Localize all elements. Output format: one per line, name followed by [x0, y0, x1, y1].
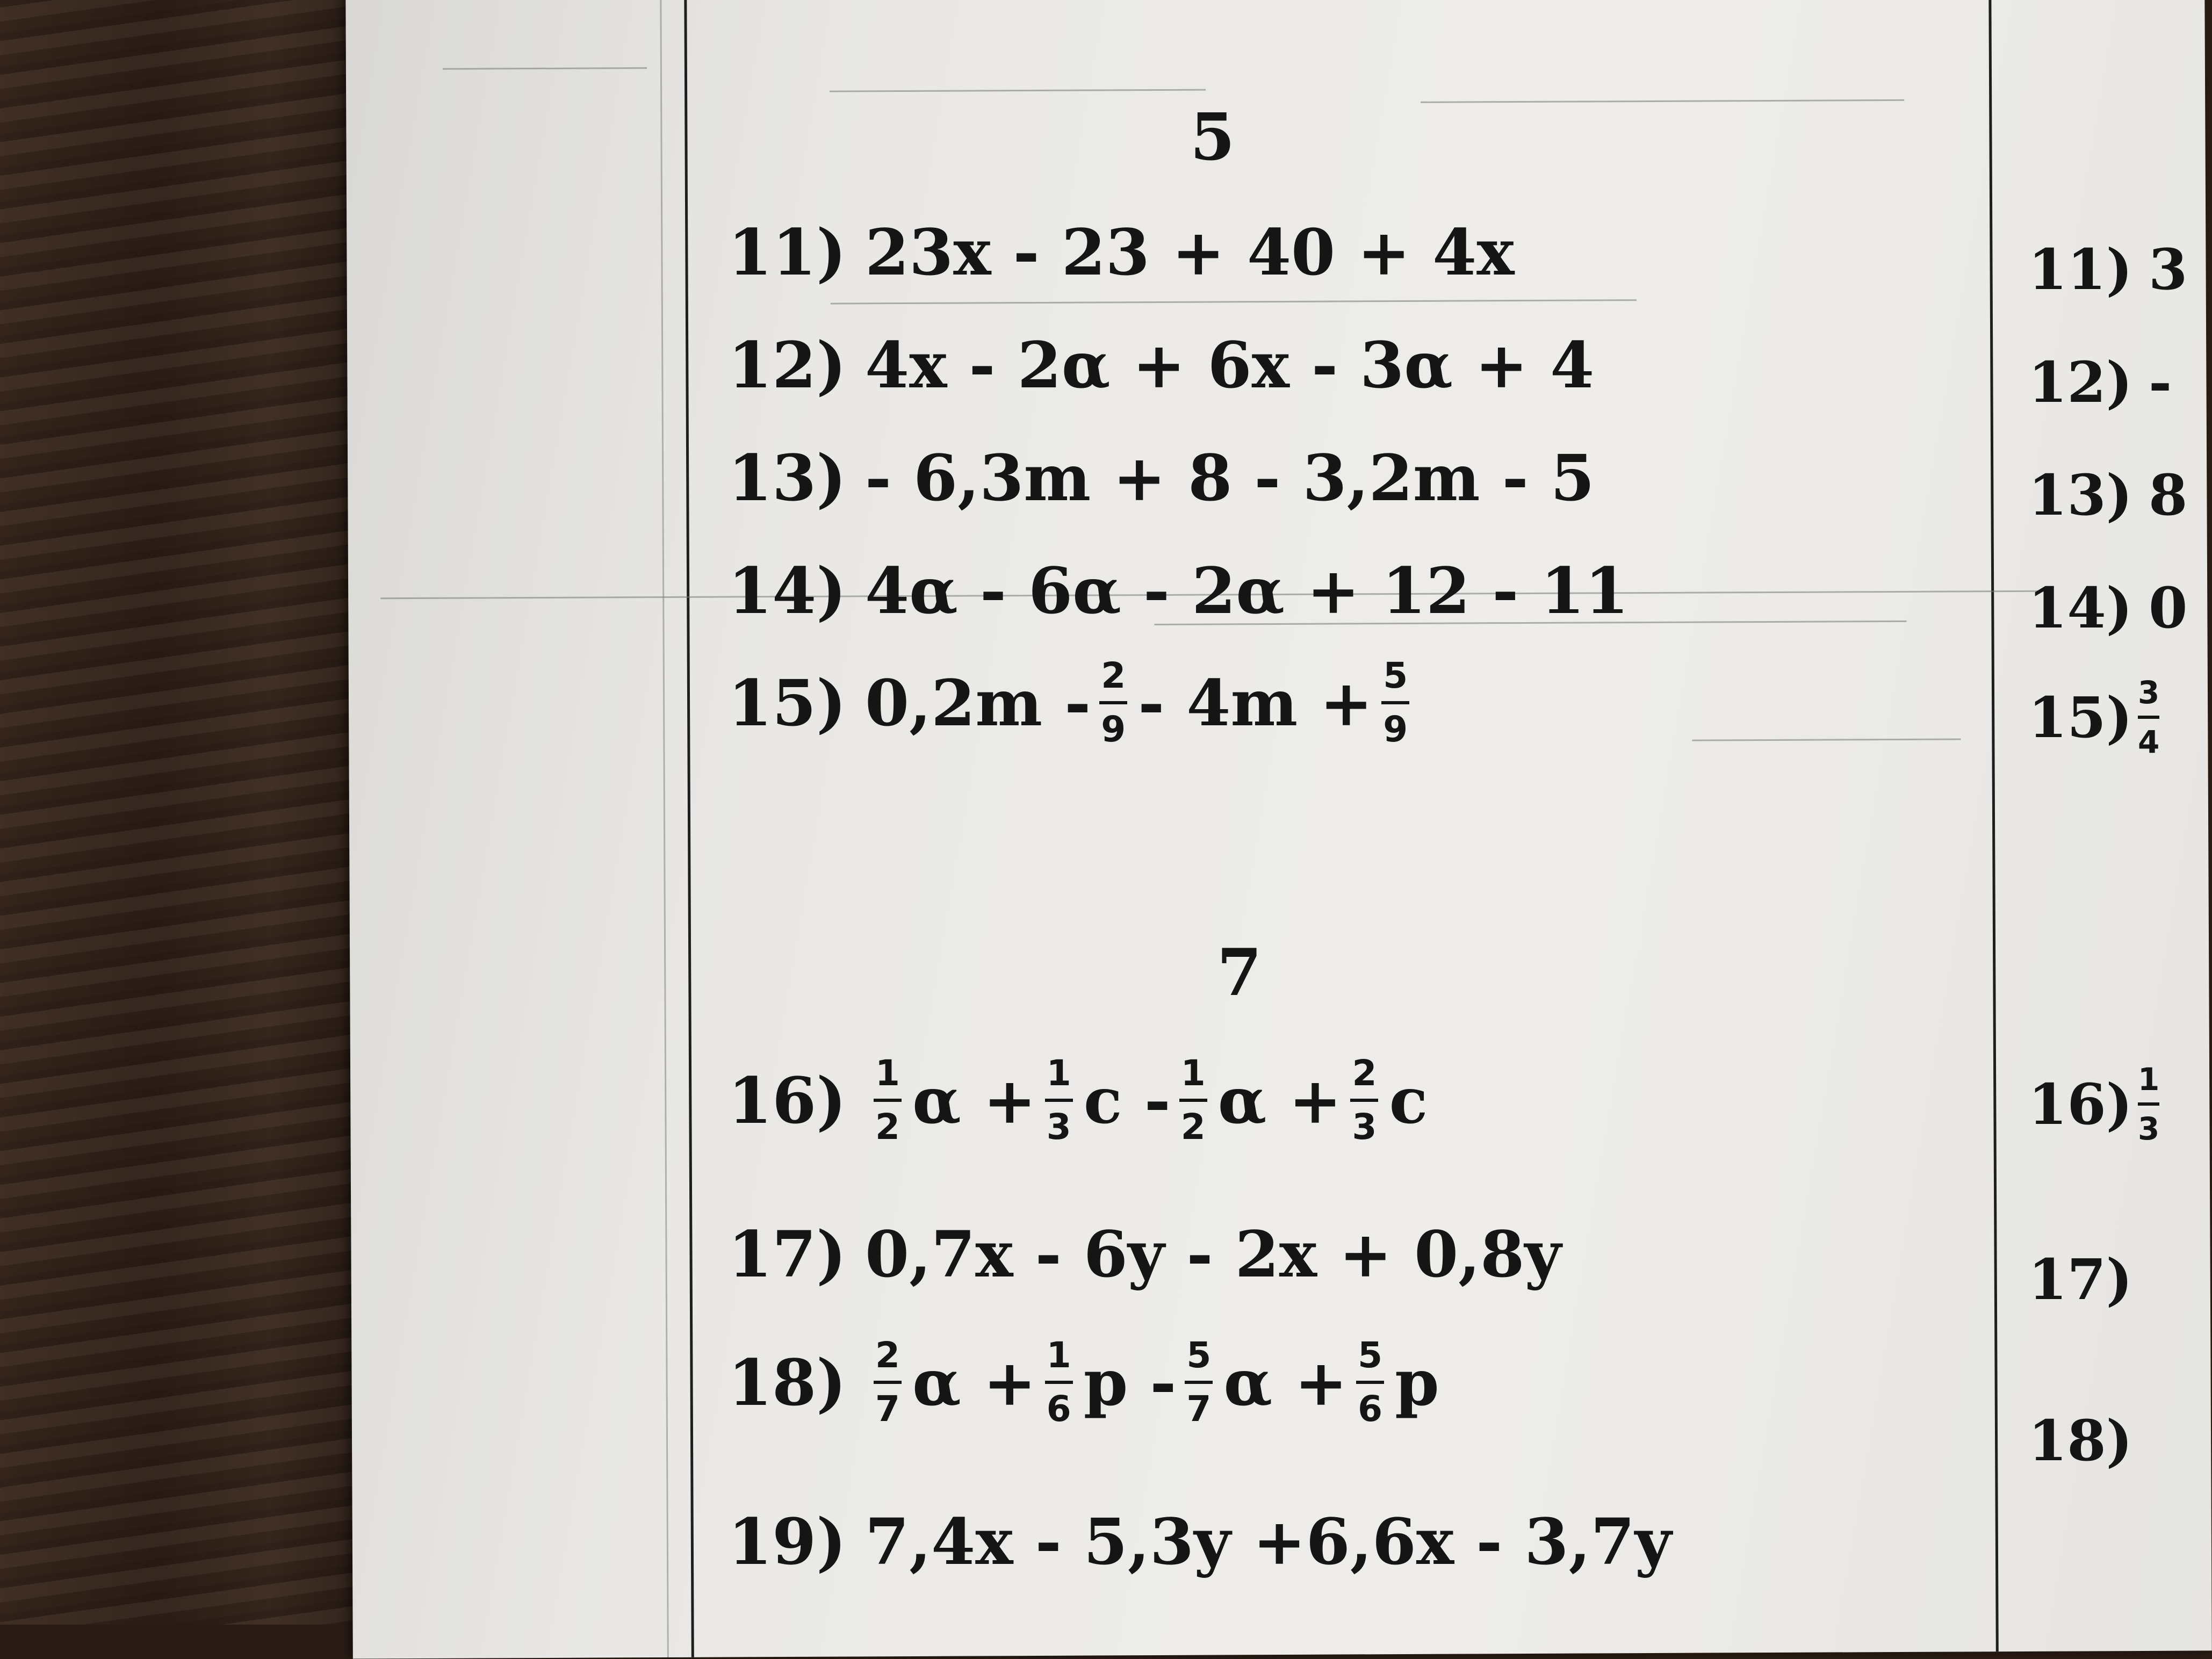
problem-expression [865, 215, 1515, 290]
problem-number: 11) [728, 215, 847, 290]
fraction-denominator: 6 [1046, 1388, 1071, 1430]
fraction [2137, 1061, 2160, 1147]
problem-number: 16) [2028, 1071, 2132, 1137]
fraction [1356, 1335, 1384, 1430]
fraction-bar [1179, 1099, 1207, 1102]
fraction-denominator: 4 [2137, 724, 2160, 760]
problem-expression [865, 655, 1418, 750]
problem-number: 13) [2028, 462, 2132, 528]
problem-row [728, 1052, 1428, 1148]
problem-row [728, 441, 1595, 515]
fraction [874, 1335, 902, 1430]
expression-term: α + [1217, 1063, 1342, 1138]
fraction-bar [1381, 701, 1409, 704]
problem-number: 13) [728, 441, 847, 515]
fraction-numerator: 2 [1101, 655, 1126, 696]
wooden-table [0, 0, 387, 1625]
fraction-denominator: 7 [875, 1388, 900, 1430]
right-column-row [2028, 236, 2187, 302]
print-noise-line [1421, 99, 1904, 103]
expression-term: - 4m + [1138, 665, 1373, 740]
right-column-row [2028, 1246, 2132, 1312]
right-column-row [2028, 462, 2187, 528]
fraction-numerator: 2 [875, 1335, 900, 1376]
print-noise-line [1692, 738, 1961, 741]
right-column-row [2028, 349, 2172, 415]
fraction-denominator: 9 [1383, 709, 1408, 750]
problem-expression [865, 441, 1595, 515]
section-heading-5: 5 [1190, 99, 1235, 175]
print-noise-line [831, 299, 1637, 305]
fraction [1381, 655, 1409, 750]
fraction-numerator: 5 [1383, 655, 1408, 696]
right-column-row [2028, 674, 2168, 760]
problem-row [728, 1217, 1561, 1292]
problem-number: 16) [728, 1063, 847, 1138]
fraction [1350, 1052, 1378, 1148]
expression-term: p [1395, 1345, 1439, 1420]
problem-expression [865, 1052, 1428, 1148]
expression-term: 23x - 23 + 40 + 4x [865, 215, 1515, 290]
column-divider-left [684, 0, 694, 1657]
expression-term: 8 [2148, 462, 2188, 528]
right-column-row [2028, 1061, 2168, 1147]
print-noise-line [443, 67, 647, 70]
problem-row [728, 1504, 1671, 1579]
fraction-denominator: 3 [1352, 1106, 1377, 1148]
fraction [874, 1052, 902, 1148]
expression-term: α + [912, 1345, 1036, 1420]
expression-term: - [2148, 349, 2172, 415]
problem-expression [865, 1335, 1439, 1430]
expression-term: 4α - 6α - 2α + 12 - 11 [865, 553, 1629, 628]
fraction [1179, 1052, 1207, 1148]
expression-term: - 6,3m + 8 - 3,2m - 5 [865, 441, 1595, 515]
fraction [1099, 655, 1127, 750]
problem-row [728, 1335, 1439, 1430]
fraction-bar [2138, 1102, 2159, 1106]
fraction-bar [2138, 716, 2159, 719]
fraction-numerator: 5 [1186, 1335, 1212, 1376]
problem-number: 18) [2028, 1408, 2132, 1474]
fraction-numerator: 1 [1046, 1335, 1071, 1376]
expression-term: p - [1083, 1345, 1177, 1420]
expression-term: 0,7x - 6y - 2x + 0,8y [865, 1217, 1561, 1292]
fraction-bar [1045, 1099, 1073, 1102]
fraction-denominator: 2 [875, 1106, 900, 1148]
fraction-bar [1356, 1381, 1384, 1384]
fraction [2137, 674, 2160, 760]
fraction-denominator: 6 [1358, 1388, 1383, 1430]
problem-number: 12) [728, 328, 847, 402]
problem-row [728, 215, 1515, 290]
fraction-numerator: 1 [2137, 1061, 2160, 1098]
problem-row [728, 328, 1594, 402]
problem-number: 12) [2028, 349, 2132, 415]
fraction-denominator: 7 [1186, 1388, 1212, 1430]
fraction-numerator: 1 [1046, 1052, 1071, 1094]
right-column-row [2028, 575, 2187, 641]
expression-term: α + [1223, 1345, 1348, 1420]
expression-term: 3 [2148, 236, 2188, 302]
fraction [1045, 1052, 1073, 1148]
fraction-denominator: 2 [1180, 1106, 1206, 1148]
fraction-bar [874, 1381, 902, 1384]
fraction-bar [874, 1099, 902, 1102]
fraction-denominator: 3 [1046, 1106, 1071, 1148]
print-noise-line [830, 89, 1206, 92]
expression-term: 0 [2148, 575, 2188, 641]
problem-number: 11) [2028, 236, 2132, 302]
problem-row [728, 655, 1418, 750]
fraction-bar [1350, 1099, 1378, 1102]
expression-term: α + [912, 1063, 1036, 1138]
problem-number: 17) [2028, 1246, 2132, 1312]
fraction-numerator: 3 [2137, 674, 2160, 711]
fraction [1185, 1335, 1213, 1430]
problem-number: 18) [728, 1345, 847, 1420]
expression-term: 4x - 2α + 6x - 3α + 4 [865, 328, 1595, 402]
fraction-denominator: 3 [2137, 1110, 2160, 1147]
fraction-numerator: 5 [1358, 1335, 1383, 1376]
expression-term: 0,2m - [865, 665, 1091, 740]
problem-expression [865, 1504, 1671, 1579]
expression-term: 7,4x - 5,3y +6,6x - 3,7y [865, 1504, 1672, 1579]
problem-number: 15) [2028, 684, 2132, 751]
fraction-numerator: 1 [1180, 1052, 1206, 1094]
problem-number: 19) [728, 1504, 847, 1579]
section-heading-7: 7 [1217, 935, 1262, 1011]
expression-term: c - [1083, 1063, 1171, 1138]
problem-number: 14) [728, 553, 847, 628]
fraction-denominator: 9 [1101, 709, 1126, 750]
expression-term: c [1389, 1063, 1428, 1138]
page-border-shadow [660, 0, 669, 1657]
fraction-numerator: 2 [1352, 1052, 1377, 1094]
fraction-numerator: 1 [875, 1052, 900, 1094]
problem-number: 14) [2028, 575, 2132, 641]
column-divider-right [1988, 0, 1999, 1651]
problem-number: 17) [728, 1217, 847, 1292]
problem-expression [865, 328, 1594, 402]
fraction-bar [1185, 1381, 1213, 1384]
problem-number: 15) [728, 665, 847, 740]
fraction-bar [1045, 1381, 1073, 1384]
problem-expression [865, 553, 1629, 628]
problem-expression [865, 1217, 1561, 1292]
right-column-row [2028, 1408, 2132, 1474]
problem-row [728, 553, 1629, 628]
fraction-bar [1099, 701, 1127, 704]
fraction [1045, 1335, 1073, 1430]
